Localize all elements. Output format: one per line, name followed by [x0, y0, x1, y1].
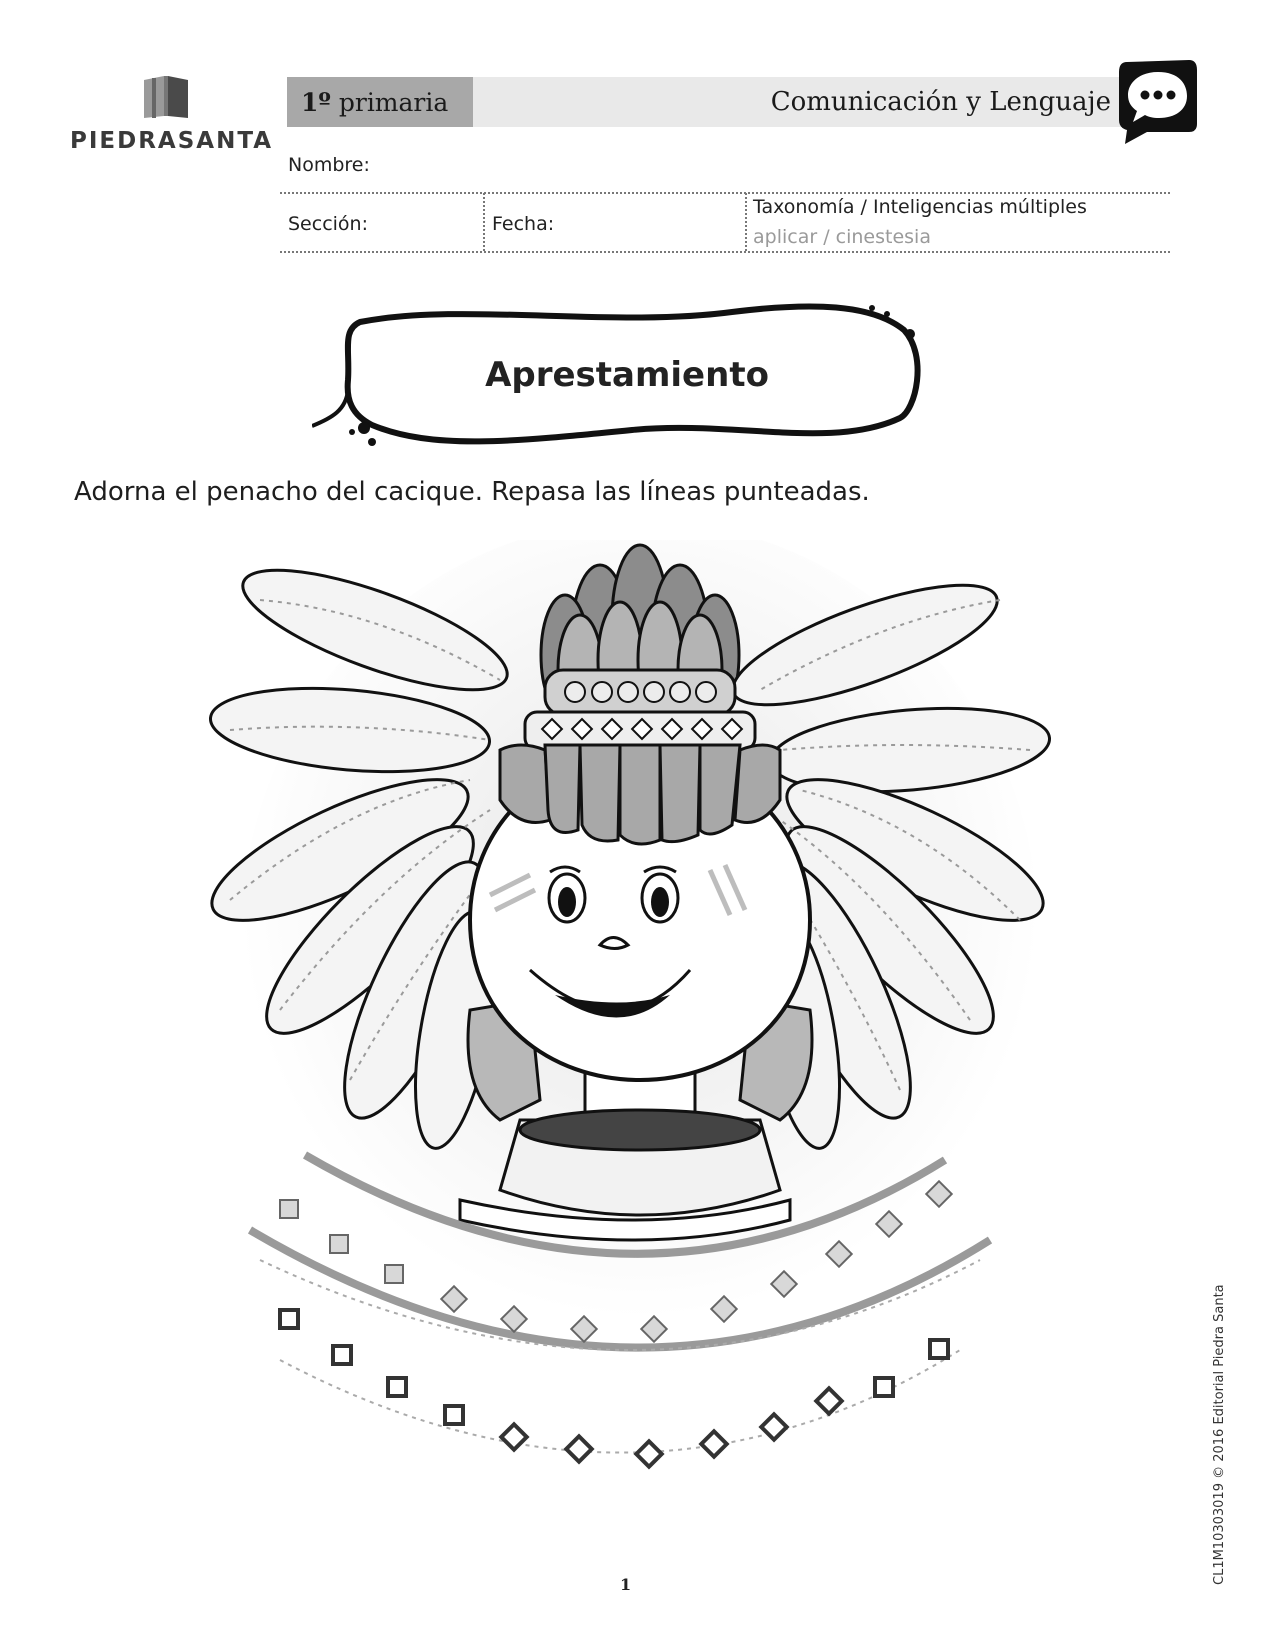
taxonomy-value: aplicar / cinestesia [753, 226, 931, 248]
page-number: 1 [620, 1575, 632, 1594]
grade-badge [287, 77, 473, 127]
date-label: Fecha: [492, 213, 555, 235]
form-bottom-line [280, 251, 1170, 253]
publisher-logo [70, 74, 274, 164]
chief-headdress-illustration [200, 540, 1080, 1550]
section-divider [483, 193, 485, 251]
grade-label: primaria [338, 87, 449, 117]
section-label: Sección: [288, 213, 368, 235]
subject-bar [473, 77, 1123, 127]
grade-text [301, 88, 448, 117]
activity-title: Aprestamiento [485, 355, 769, 395]
subject-title: Comunicación y Lenguaje [770, 87, 1111, 117]
instruction-text: Adorna el penacho del cacique. Repasa las líneas punteadas. [74, 477, 870, 507]
logo-text: PIEDRASANTA [70, 128, 274, 154]
name-line [280, 192, 1170, 194]
book-icon [140, 74, 192, 120]
speech-bubble-icon [1117, 58, 1199, 146]
grade-number: 1º [301, 87, 331, 117]
taxonomy-label: Taxonomía / Inteligencias múltiples [753, 196, 1087, 218]
date-divider [745, 193, 747, 251]
name-label: Nombre: [288, 154, 370, 176]
copyright-text: CL1M10303019 © 2016 Editorial Piedra Santa [1212, 1284, 1227, 1585]
